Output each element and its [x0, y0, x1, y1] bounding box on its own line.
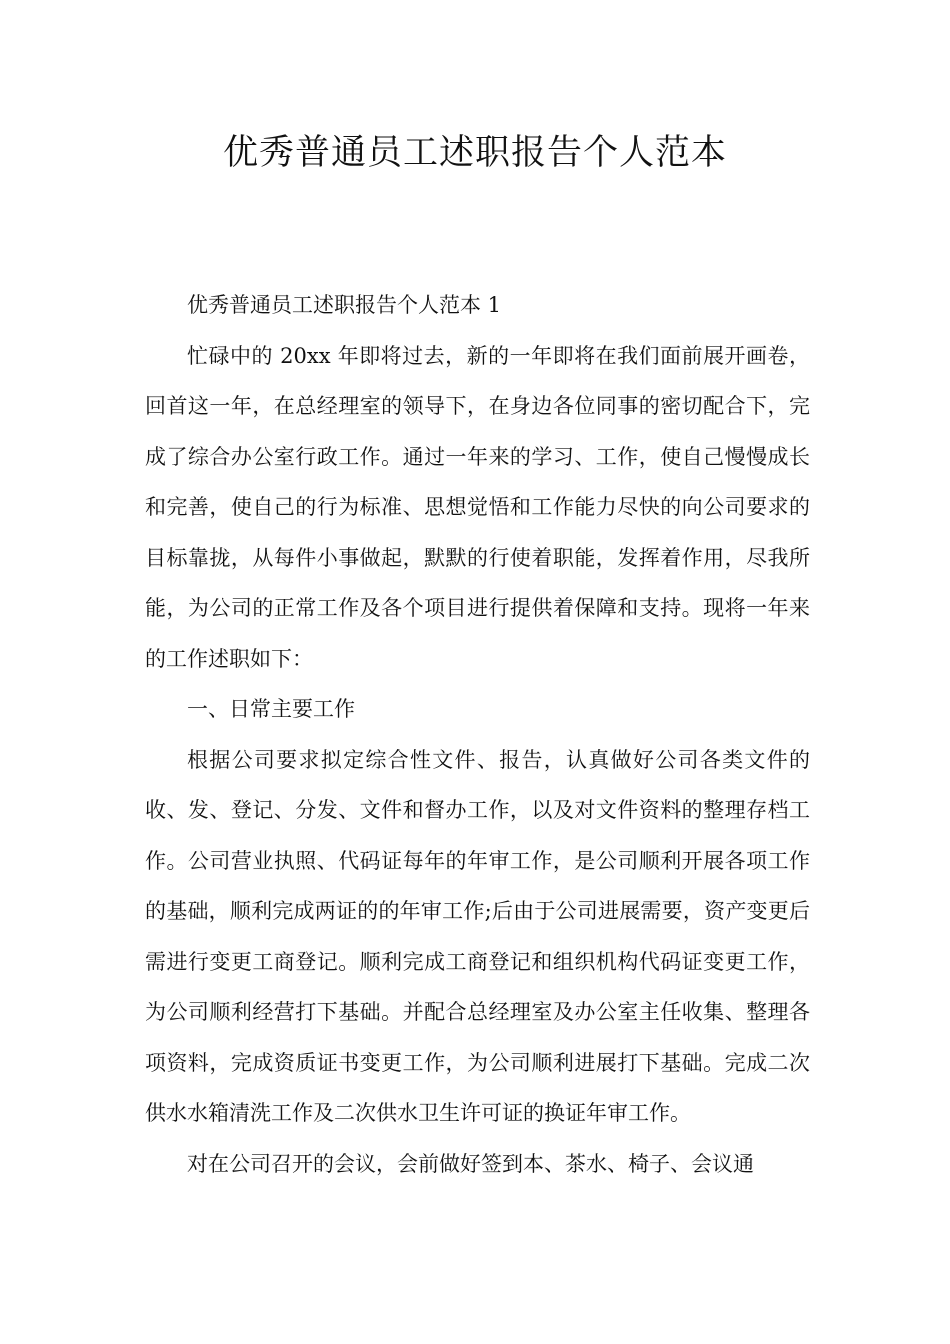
document-title: 优秀普通员工述职报告个人范本 — [222, 133, 727, 173]
section-heading-daily-work: 一、日常主要工作 — [187, 697, 355, 721]
section-heading: 优秀普通员工述职报告个人范本 1 — [187, 293, 502, 317]
paragraph-meetings: 对在公司召开的会议，会前做好签到本、茶水、椅子、会议通 — [187, 1151, 754, 1176]
paragraph-intro: 忙碌中的 20xx 年即将过去，新的一年即将在我们面前展开画卷，回首这一年，在总经理室的领导下，在身边各位同事的密切配合下，完成了综合办公室行政工作。通过一年来的学习、工作，使自己慢慢成长和完善，使自己的行为标准、思想觉悟和工作能力尽快的向公司要求的目标靠拢，从每件小事做起，默默的行使着职能，发挥着作用，尽我所能，为公司的正常工作及各个项目进行提供着保障和支持。现将一年来的工作述职如下： — [145, 343, 810, 671]
document-body — [145, 280, 810, 1189]
paragraph-daily-work: 根据公司要求拟定综合性文件、报告，认真做好公司各类文件的收、发、登记、分发、文件和督办工作，以及对文件资料的整理存档工作。公司营业执照、代码证每年的年审工作，是公司顺利开展各项工作的基础，顺利完成两证的的年审工作;后由于公司进展需要，资产变更后需进行变更工商登记。顺利完成工商登记和组织机构代码证变更工作，为公司顺利经营打下基础。并配合总经理室及办公室主任收集、整理各项资料，完成资质证书变更工作，为公司顺利进展打下基础。完成二次供水水箱清洗工作及二次供水卫生许可证的换证年审工作。 — [145, 747, 810, 1125]
